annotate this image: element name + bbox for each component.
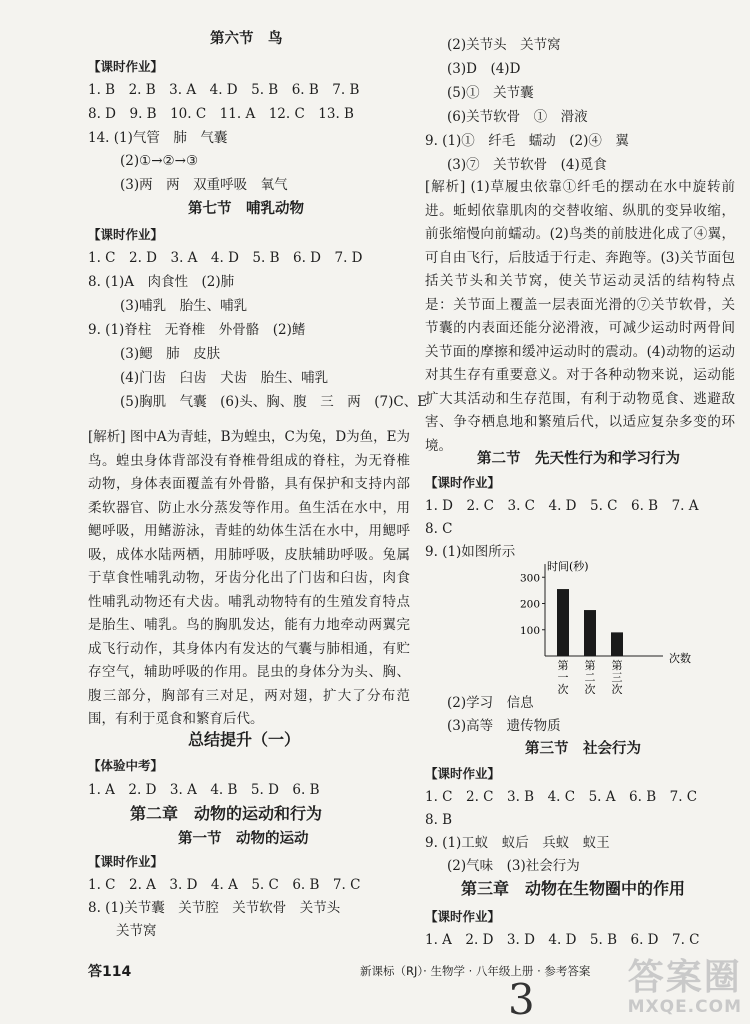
x-tick-label: 第	[557, 659, 569, 672]
section-tag: 【课时作业】	[425, 909, 501, 924]
bar-chart	[505, 560, 705, 694]
y-tick-label: 100	[519, 624, 540, 637]
answer-line: 1. D 2. C 3. C 4. D 5. C 6. B 7. A	[425, 498, 699, 514]
y-tick-label: 300	[519, 572, 540, 585]
answer-line: 1. B 2. B 3. A 4. D 5. B 6. B 7. B	[88, 82, 360, 98]
x-tick-label: 一	[557, 671, 569, 684]
x-axis-label: 次数	[669, 652, 691, 665]
answer-line: 9. (1)脊柱 无脊椎 外骨骼 (2)鳍	[88, 322, 306, 338]
answer-line: (2)气味 (3)社会行为	[447, 858, 580, 874]
answer-line: (4)门齿 臼齿 犬齿 胎生、哺乳	[120, 370, 329, 386]
answer-line: 8. D 9. B 10. C 11. A 12. C 13. B	[88, 106, 354, 122]
watermark-logo-text: 答案圈	[627, 957, 742, 998]
bar	[557, 589, 569, 656]
answer-line: (2)关节头 关节窝	[447, 37, 561, 53]
x-tick-label: 二	[584, 671, 596, 684]
answer-line: 8. (1)关节囊 关节腔 关节软骨 关节头	[88, 900, 341, 916]
watermark	[628, 959, 742, 1017]
answer-line: 9. (1)工蚁 蚁后 兵蚁 蚁王	[425, 835, 610, 851]
answer-line: 1. C 2. D 3. A 4. D 5. B 6. D 7. D	[88, 250, 363, 266]
answer-line: (3)哺乳 胎生、哺乳	[120, 298, 248, 314]
section-heading: 第一节 动物的运动	[178, 831, 309, 847]
section-heading: 第三节 社会行为	[525, 741, 641, 757]
x-tick-label: 次	[611, 683, 623, 694]
section-heading: 第二节 先天性行为和学习行为	[477, 451, 680, 467]
answer-line: 1. A 2. D 3. D 4. D 5. B 6. D 7. C	[425, 932, 700, 948]
answer-line: 8. C	[425, 521, 453, 537]
handwritten-mark: 3	[508, 975, 535, 1024]
answer-line: (2)学习 信息	[447, 695, 534, 711]
answer-line: (3)D (4)D	[447, 61, 521, 77]
section-tag: 【课时作业】	[425, 766, 501, 781]
book-footer: 新课标（RJ）· 生物学 · 八年级上册 · 参考答案	[360, 964, 591, 978]
section-tag: 【体验中考】	[88, 758, 164, 773]
section-heading: 第六节 鸟	[210, 31, 283, 47]
page-number: 答114	[88, 964, 132, 980]
section-tag: 【课时作业】	[88, 59, 164, 74]
answer-line: (5)① 关节囊	[447, 85, 534, 101]
bar	[584, 610, 596, 656]
answer-line: 1. C 2. A 3. D 4. A 5. C 6. B 7. C	[88, 877, 361, 893]
x-tick-label: 第	[611, 659, 623, 672]
section-heading: 第三章 动物在生物圈中的作用	[461, 879, 686, 898]
y-tick-label: 200	[519, 598, 540, 611]
x-tick-label: 次	[584, 683, 596, 694]
section-heading: 第二章 动物的运动和行为	[130, 804, 323, 823]
left-analysis: [解析] 图中A为青蛙，B为蝗虫，C为兔，D为鱼，E为鸟。蝗虫身体背部没有脊椎骨组成的脊柱，为无脊椎动物，身体表面覆盖有外骨骼，具有保护和支持内部柔软器官、防止水分蒸发等作用。鱼生活在水中，用鳃呼吸，用鳍游泳，青蛙的幼体生活在水中，用鳃呼吸，成体水陆两栖，用肺呼吸，皮肤辅助呼吸。兔属于草食性哺乳动物，牙齿分化出了门齿和臼齿，肉食性哺乳动物还有犬齿。哺乳动物特有的生殖发育特点是胎生、哺乳。鸟的胸肌发达，能有力地牵动两翼完成飞行动作，其身体内有发达的气囊与肺相通，有贮存空气，辅助呼吸的作用。昆虫的身体分为头、胸、腹三部分，胸部有三对足，两对翅，扩大了分布范围，有利于觅食和繁育后代。	[88, 429, 411, 727]
answer-line: 1. C 2. C 3. B 4. C 5. A 6. B 7. C	[425, 789, 698, 805]
answer-line: (3)⑦ 关节软骨 (4)觅食	[447, 157, 607, 173]
answer-line: 8. B	[425, 812, 453, 828]
answer-line: (3)鳃 肺 皮肤	[120, 346, 221, 362]
section-tag: 【课时作业】	[88, 227, 164, 242]
x-tick-label: 次	[557, 683, 569, 694]
x-tick-label: 第	[584, 659, 596, 672]
answer-line: 8. (1)A 肉食性 (2)肺	[88, 274, 235, 290]
answer-line: 9. (1)① 纤毛 蠕动 (2)④ 翼	[425, 133, 629, 149]
x-tick-label: 三	[611, 671, 623, 684]
answer-line: (6)关节软骨 ① 滑液	[447, 109, 588, 125]
watermark-url: MXQE.COM	[627, 997, 742, 1017]
section-tag: 【课时作业】	[88, 854, 164, 869]
answer-line: 1. A 2. D 3. A 4. B 5. D 6. B	[88, 782, 320, 798]
y-axis-label: 时间(秒)	[547, 560, 589, 573]
section-heading: 第七节 哺乳动物	[188, 201, 304, 217]
answer-line: (3)两 两 双重呼吸 氧气	[120, 177, 288, 193]
answer-line: (2)①→②→③	[120, 153, 199, 169]
answer-line: 9. (1)如图所示	[425, 544, 516, 560]
bar	[611, 632, 623, 656]
answer-line: (5)胸肌 气囊 (6)头、胸、腹 三 两 (7)C、E	[120, 394, 428, 410]
answer-line: (3)高等 遗传物质	[447, 718, 561, 734]
section-tag: 【课时作业】	[425, 475, 501, 490]
section-heading: 总结提升（一）	[188, 730, 301, 749]
answer-line: 关节窝	[116, 923, 157, 939]
right-analysis: [解析] (1)草履虫依靠①纤毛的摆动在水中旋转前进。蚯蚓依靠肌肉的交替收缩、纵肌的变异收缩，前张缩慢向前蠕动。(2)鸟类的前肢进化成了④翼，可自由飞行，后肢适于行走、奔跑等。(3)关节面包括关节头和关节窝，使关节运动灵活的结构特点是：关节面上覆盖一层表面光滑的⑦关节软骨，关节囊的内表面还能分泌滑液，可减少运动时两骨间关节面的摩擦和缓冲运动时的震动。(4)动物的运动对其生存有重要意义。对于各种动物来说，运动能扩大其活动和生存范围，有利于动物觅食、逃避敌害、争夺栖息地和繁殖后代，以适应复杂多变的环境。	[425, 179, 735, 454]
answer-line: 14. (1)气管 肺 气囊	[88, 130, 228, 146]
